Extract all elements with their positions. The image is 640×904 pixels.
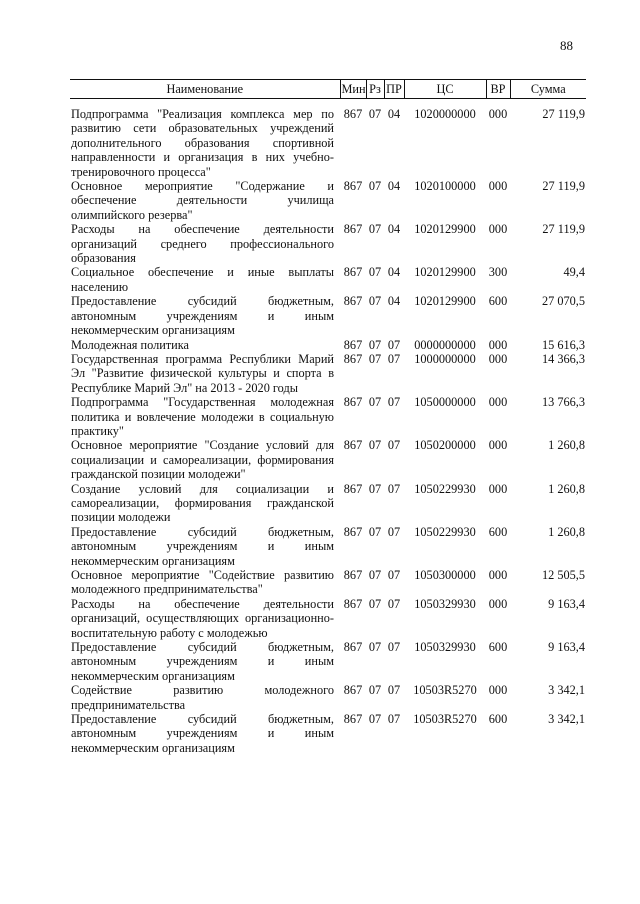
table-row xyxy=(70,265,586,294)
row-name: Расходы на обеспечение деятельности организаций, осуществляющих организационно-воспитательную работу с молодежью xyxy=(71,596,334,640)
row-pr: 04 xyxy=(387,179,401,194)
row-min: 867 xyxy=(343,524,363,539)
row-sum: 15 616,3 xyxy=(541,337,585,352)
header-rz: Рз xyxy=(366,80,384,99)
row-vr: 000 xyxy=(488,395,508,410)
row-name: Основное мероприятие "Содержание и обеспечение деятельности училища олимпийского резерва" xyxy=(71,179,334,222)
row-rz: 07 xyxy=(368,640,382,655)
row-rz: 07 xyxy=(368,107,382,121)
header-sum: Сумма xyxy=(510,80,586,99)
row-cs: 10503R5270 xyxy=(413,683,477,698)
row-sum: 14 366,3 xyxy=(541,351,585,366)
row-pr: 04 xyxy=(387,265,401,280)
row-name: Основное мероприятие "Создание условий для социализации и самореализации, формирования гражданской позиции молодежи" xyxy=(71,438,334,482)
table-row xyxy=(70,338,586,352)
row-min: 867 xyxy=(343,337,363,352)
table-row xyxy=(70,525,586,568)
row-vr: 600 xyxy=(488,712,508,727)
row-name: Основное мероприятие "Содействие развитию молодежного предпринимательства" xyxy=(71,568,334,597)
table-row xyxy=(70,438,586,481)
header-vr: ВР xyxy=(486,80,510,99)
row-name: Предоставление субсидий бюджетным, автономным учреждениям и иным некоммерческим организациям xyxy=(71,524,334,568)
row-vr: 000 xyxy=(488,683,508,698)
table-row xyxy=(70,294,586,337)
row-pr: 07 xyxy=(387,481,401,496)
row-sum: 9 163,4 xyxy=(548,640,585,655)
table-row xyxy=(70,179,586,222)
row-sum: 1 260,8 xyxy=(548,481,585,496)
row-pr: 07 xyxy=(387,596,401,611)
table-row xyxy=(70,568,586,597)
header-cs: ЦС xyxy=(404,80,486,99)
table-row xyxy=(70,395,586,438)
row-pr: 07 xyxy=(387,395,401,410)
row-min: 867 xyxy=(343,351,363,366)
table-row xyxy=(70,597,586,640)
row-vr: 000 xyxy=(488,107,508,121)
table-header xyxy=(70,80,586,99)
table-body xyxy=(70,99,586,756)
row-vr: 000 xyxy=(488,596,508,611)
row-vr: 000 xyxy=(488,438,508,453)
row-cs: 1000000000 xyxy=(414,351,476,366)
row-sum: 27 119,9 xyxy=(542,179,585,194)
row-name: Государственная программа Республики Марий Эл "Развитие физической культуры и спорта в Республике Марий Эл" на 2013 - 2020 годы xyxy=(71,351,334,395)
row-rz: 07 xyxy=(368,568,382,582)
row-vr: 000 xyxy=(488,568,508,582)
row-cs: 1050229930 xyxy=(414,524,476,539)
row-name: Подпрограмма "Государственная молодежная политика и вовлечение молодежи в социальную практику" xyxy=(71,395,334,438)
row-min: 867 xyxy=(343,683,363,698)
row-cs: 1050329930 xyxy=(414,640,476,655)
row-rz: 07 xyxy=(368,222,382,237)
row-pr: 04 xyxy=(387,107,401,121)
row-min: 867 xyxy=(343,712,363,727)
row-cs: 1020000000 xyxy=(414,107,476,121)
row-name: Создание условий для социализации и самореализации, формирования гражданской позиции молодежи xyxy=(71,481,334,525)
row-sum: 27 070,5 xyxy=(541,294,585,309)
row-rz: 07 xyxy=(368,265,382,280)
row-cs: 1050000000 xyxy=(414,395,476,410)
row-rz: 07 xyxy=(368,596,382,611)
row-sum: 27 119,9 xyxy=(542,222,585,237)
row-name: Предоставление субсидий бюджетным, автономным учреждениям и иным некоммерческим организациям xyxy=(71,640,334,683)
row-sum: 12 505,5 xyxy=(541,568,585,582)
row-vr: 000 xyxy=(488,179,508,194)
row-pr: 07 xyxy=(387,337,401,352)
row-cs: 1020129900 xyxy=(414,294,476,309)
row-cs: 1020129900 xyxy=(414,265,476,280)
row-min: 867 xyxy=(343,596,363,611)
header-name: Наименование xyxy=(70,80,340,99)
row-rz: 07 xyxy=(368,351,382,366)
table-row xyxy=(70,99,586,180)
row-vr: 600 xyxy=(488,294,508,309)
header-min: Мин xyxy=(340,80,366,99)
row-pr: 07 xyxy=(387,524,401,539)
row-pr: 07 xyxy=(387,640,401,655)
row-rz: 07 xyxy=(368,337,382,352)
row-name: Подпрограмма "Реализация комплекса мер по развитию сети образовательных учреждений дополнительного образования спортивной направленности и организация в них учебно-тренировочного процесса" xyxy=(71,107,334,179)
row-vr: 000 xyxy=(488,481,508,496)
row-sum: 3 342,1 xyxy=(548,712,585,727)
row-sum: 1 260,8 xyxy=(548,438,585,453)
row-cs: 10503R5270 xyxy=(413,712,477,727)
row-cs: 1050329930 xyxy=(414,596,476,611)
row-cs: 1050300000 xyxy=(414,568,476,582)
row-pr: 07 xyxy=(387,568,401,582)
row-vr: 000 xyxy=(488,337,508,352)
row-min: 867 xyxy=(343,107,363,121)
row-pr: 04 xyxy=(387,294,401,309)
row-sum: 49,4 xyxy=(563,265,585,280)
row-cs: 0000000000 xyxy=(414,337,476,352)
row-vr: 600 xyxy=(488,524,508,539)
row-cs: 1020129900 xyxy=(414,222,476,237)
row-name: Предоставление субсидий бюджетным, автономным учреждениям и иным некоммерческим организациям xyxy=(71,294,334,338)
row-pr: 04 xyxy=(387,222,401,237)
budget-table xyxy=(70,79,586,755)
row-rz: 07 xyxy=(368,294,382,309)
row-pr: 07 xyxy=(387,683,401,698)
row-rz: 07 xyxy=(368,524,382,539)
row-vr: 300 xyxy=(488,265,508,280)
row-name: Социальное обеспечение и иные выплаты населению xyxy=(71,265,334,294)
row-min: 867 xyxy=(343,179,363,194)
row-min: 867 xyxy=(343,568,363,582)
row-rz: 07 xyxy=(368,683,382,698)
row-vr: 600 xyxy=(488,640,508,655)
row-sum: 1 260,8 xyxy=(548,524,585,539)
row-rz: 07 xyxy=(368,395,382,410)
row-sum: 3 342,1 xyxy=(548,683,585,698)
row-min: 867 xyxy=(343,395,363,410)
row-rz: 07 xyxy=(368,438,382,453)
table-row xyxy=(70,640,586,683)
table-row xyxy=(70,712,586,755)
row-name: Предоставление субсидий бюджетным, автономным учреждениям и иным некоммерческим организациям xyxy=(71,712,334,755)
header-pr: ПР xyxy=(384,80,404,99)
row-min: 867 xyxy=(343,481,363,496)
row-cs: 1050200000 xyxy=(414,438,476,453)
row-pr: 07 xyxy=(387,712,401,727)
table-row xyxy=(70,222,586,265)
row-cs: 1020100000 xyxy=(414,179,476,194)
row-name: Содействие развитию молодежного предпринимательства xyxy=(71,683,334,712)
row-min: 867 xyxy=(343,222,363,237)
row-min: 867 xyxy=(343,438,363,453)
row-rz: 07 xyxy=(368,712,382,727)
table-row xyxy=(70,482,586,525)
table-row xyxy=(70,352,586,395)
page-number: 88 xyxy=(560,38,573,53)
row-min: 867 xyxy=(343,640,363,655)
row-vr: 000 xyxy=(488,351,508,366)
row-pr: 07 xyxy=(387,351,401,366)
row-cs: 1050229930 xyxy=(414,481,476,496)
row-rz: 07 xyxy=(368,481,382,496)
row-name: Молодежная политика xyxy=(71,337,190,352)
row-sum: 9 163,4 xyxy=(548,596,585,611)
row-pr: 07 xyxy=(387,438,401,453)
row-rz: 07 xyxy=(368,179,382,194)
row-name: Расходы на обеспечение деятельности организаций среднего профессионального образования xyxy=(71,222,334,266)
row-sum: 27 119,9 xyxy=(542,107,585,121)
row-min: 867 xyxy=(343,294,363,309)
row-min: 867 xyxy=(343,265,363,280)
table-row xyxy=(70,683,586,712)
row-sum: 13 766,3 xyxy=(541,395,585,410)
row-vr: 000 xyxy=(488,222,508,237)
